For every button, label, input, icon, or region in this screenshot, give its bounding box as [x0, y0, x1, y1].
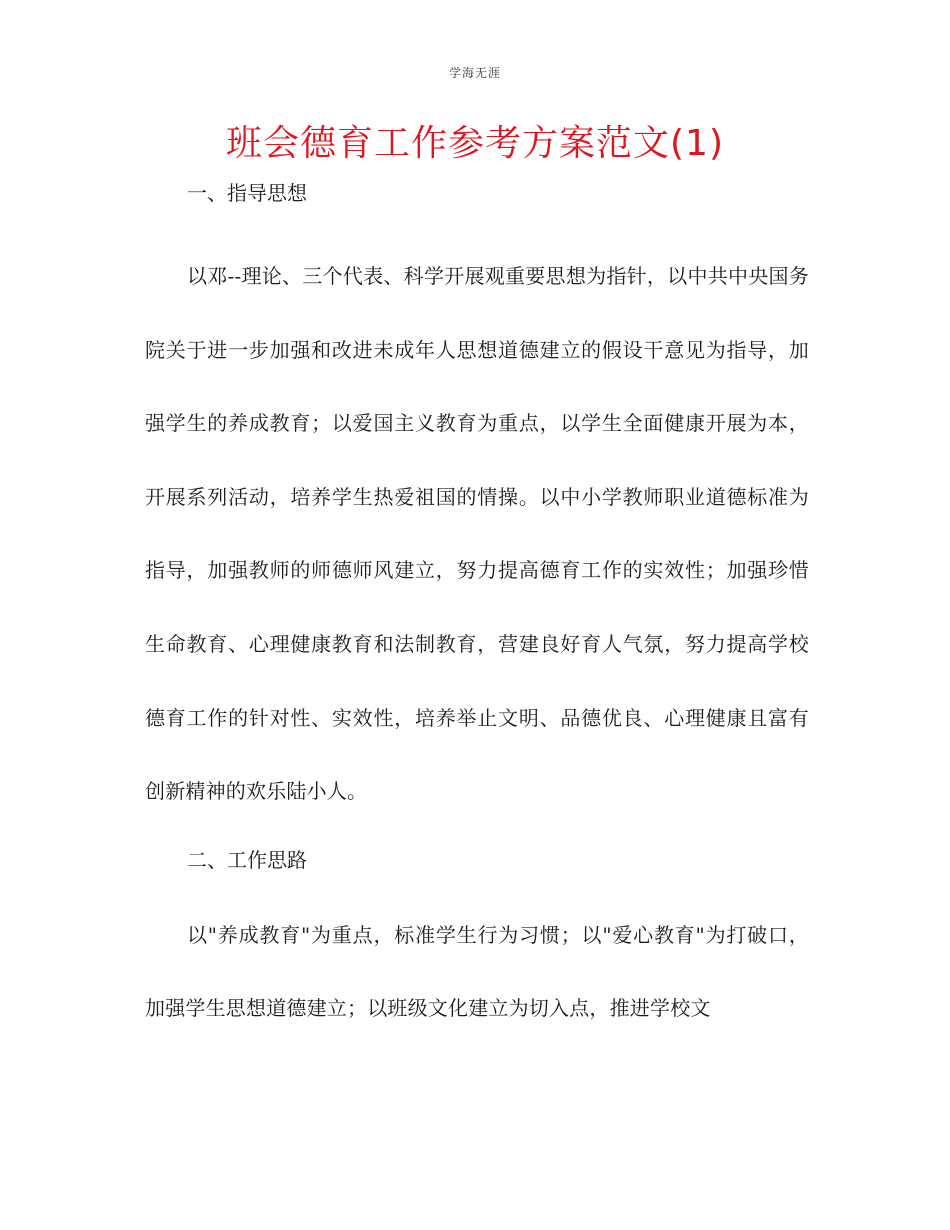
section-heading-guiding-ideology: 一、指导思想: [187, 181, 307, 205]
document-title: 班会德育工作参考方案范文(1): [226, 123, 724, 164]
document-body: [145, 168, 809, 1046]
section-paragraph-work-approach: 以"养成教育"为重点，标准学生行为习惯；以"爱心教育"为打破口，加强学生思想道德建立；以班级文化建立为切入点，推进学校文: [145, 922, 809, 1021]
section-paragraph-guiding-ideology: 以邓--理论、三个代表、科学开展观重要思想为指针，以中共中央国务院关于进一步加强和改进未成年人思想道德建立的假设干意见为指导，加强学生的养成教育；以爱国主义教育为重点，以学生全面健康开展为本，开展系列活动，培养学生热爱祖国的情操。以中小学教师职业道德标准为指导，加强教师的师德师风建立，努力提高德育工作的实效性；加强珍惜生命教育、心理健康教育和法制教育，营建良好育人气氛，努力提高学校德育工作的针对性、实效性，培养举止文明、品德优良、心理健康且富有创新精神的欢乐陆小人。: [145, 264, 809, 804]
section-heading-work-approach: 二、工作思路: [187, 847, 307, 872]
header-mark: 学海无涯: [448, 66, 501, 80]
